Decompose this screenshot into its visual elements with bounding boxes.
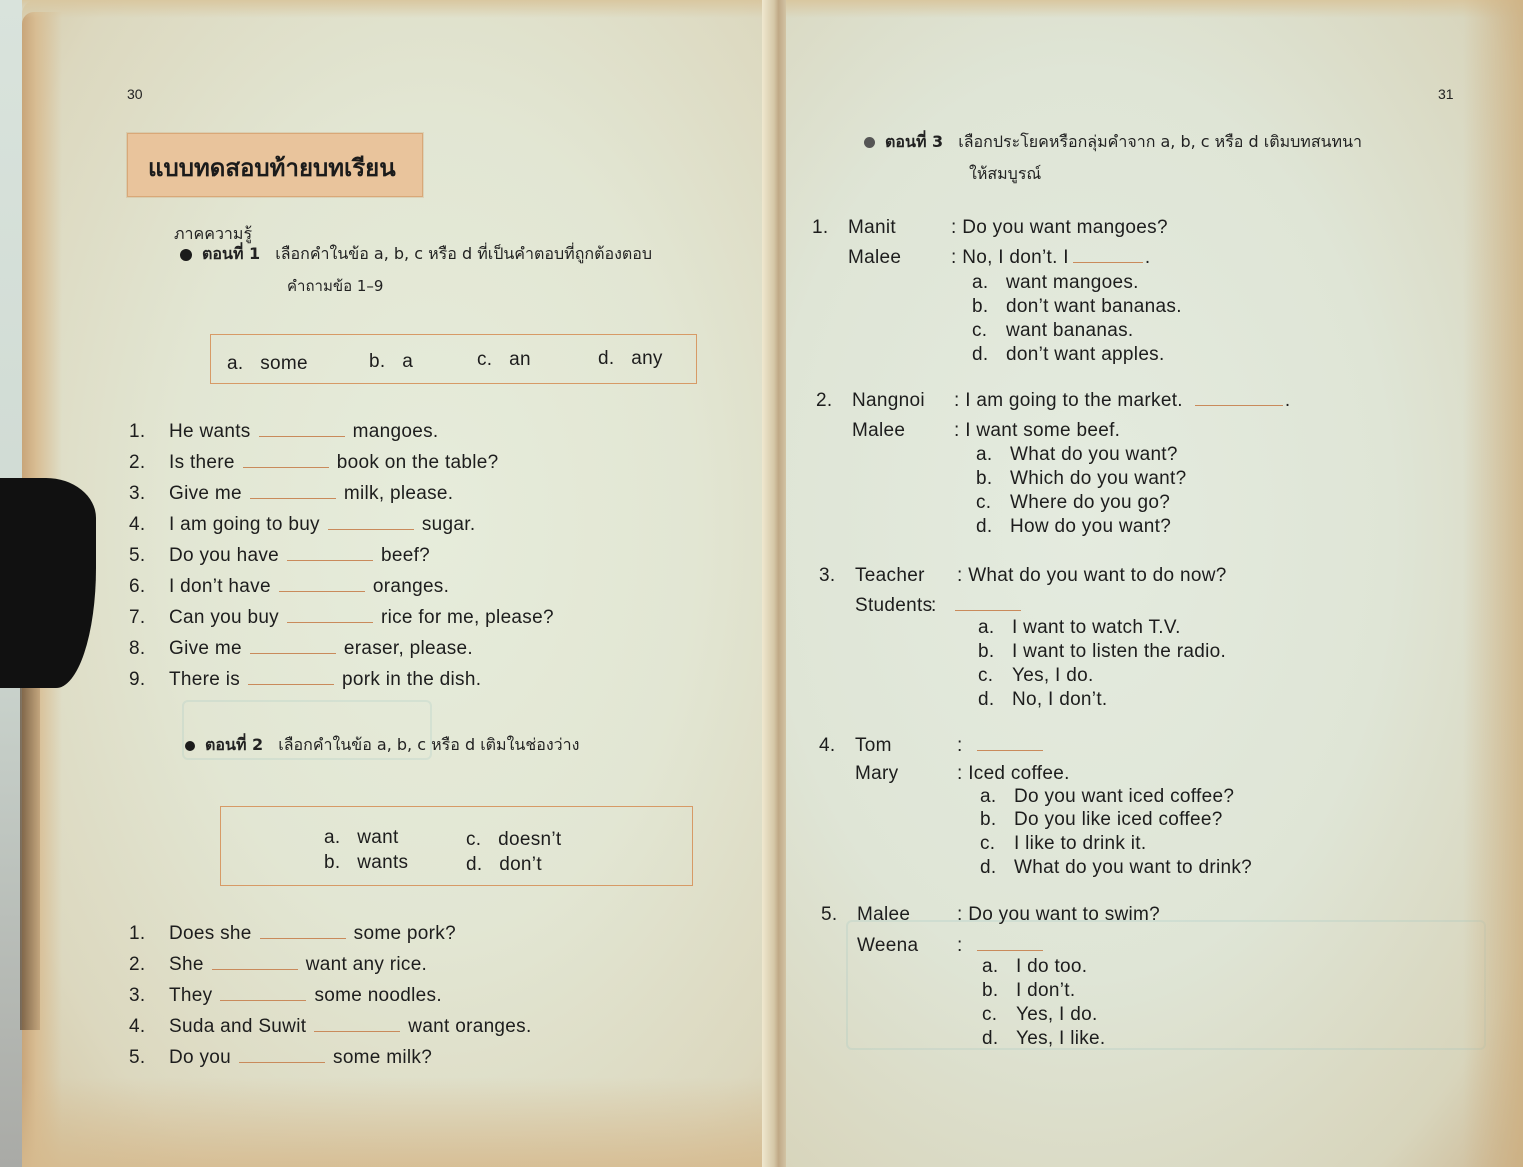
part1-instruction: เลือกคำในข้อ a, b, c หรือ d ที่เป็นคำตอบที่ถูกต้องตอบ	[275, 244, 653, 263]
option-d: d. don’t	[466, 854, 542, 875]
part1-question-7: 7. Can you buy rice for me, please?	[129, 607, 554, 628]
dialogue-line: Students:	[855, 595, 1021, 617]
answer-blank[interactable]	[250, 498, 336, 499]
right-page	[786, 0, 1523, 1167]
option-a: a. want	[324, 827, 399, 848]
choice-a[interactable]: a. Do you want iced coffee?	[980, 786, 1235, 807]
answer-blank[interactable]	[250, 653, 336, 654]
part3-header	[864, 130, 1362, 155]
part1-question-8: 8. Give me eraser, please.	[129, 638, 473, 659]
page-top-edge	[22, 0, 770, 18]
choice-b[interactable]: b. Do you like iced coffee?	[980, 809, 1223, 830]
answer-blank[interactable]	[220, 1000, 306, 1001]
part2-question-5: 5. Do you some milk?	[129, 1047, 433, 1068]
answer-blank[interactable]	[259, 436, 345, 437]
option-d: d. any	[598, 348, 663, 369]
choice-b[interactable]: b. Which do you want?	[976, 468, 1187, 489]
dialogue-line: Malee : No, I don’t. I .	[848, 247, 1151, 268]
choice-c[interactable]: c. I like to drink it.	[980, 833, 1147, 854]
answer-blank[interactable]	[212, 969, 298, 970]
answer-blank[interactable]	[977, 750, 1043, 751]
choice-b[interactable]: b. I don’t.	[982, 980, 1076, 1001]
choice-d[interactable]: d. Yes, I like.	[982, 1028, 1106, 1049]
dialogue-line: Malee : I want some beef.	[852, 420, 1121, 441]
left-page	[22, 0, 770, 1167]
part2-label: ตอนที่ 2	[205, 735, 264, 754]
dialogue-line: Weena :	[857, 935, 1043, 957]
open-book	[22, 0, 1523, 1167]
answer-blank[interactable]	[239, 1062, 325, 1063]
choice-d[interactable]: d. What do you want to drink?	[980, 857, 1253, 878]
part3-instruction-line2: ให้สมบูรณ์	[969, 164, 1042, 183]
part1-options-box	[210, 334, 697, 384]
choice-d[interactable]: d. No, I don’t.	[978, 689, 1108, 710]
part1-instruction-line2: คำถามข้อ 1–9	[287, 277, 384, 295]
part1-label: ตอนที่ 1	[202, 244, 261, 263]
answer-blank[interactable]	[328, 529, 414, 530]
choice-a[interactable]: a. I do too.	[982, 956, 1088, 977]
dialogue-line: 3. Teacher : What do you want to do now?	[819, 565, 1227, 586]
choice-c[interactable]: c. Where do you go?	[976, 492, 1171, 513]
option-c: c. an	[477, 349, 531, 370]
answer-blank[interactable]	[314, 1031, 400, 1032]
bullet-icon	[185, 741, 195, 751]
choice-a[interactable]: a. want mangoes.	[972, 272, 1139, 293]
dialogue-line: 1. Manit : Do you want mangoes?	[812, 217, 1168, 238]
choice-c[interactable]: c. Yes, I do.	[978, 665, 1094, 686]
part3-label: ตอนที่ 3	[885, 132, 944, 151]
answer-blank[interactable]	[260, 938, 346, 939]
choice-d[interactable]: d. How do you want?	[976, 516, 1172, 537]
part3-instruction: เลือกประโยคหรือกลุ่มคำจาก a, b, c หรือ d เติมบทสนทนา	[958, 132, 1363, 151]
choice-a[interactable]: a. What do you want?	[976, 444, 1178, 465]
answer-blank[interactable]	[1195, 405, 1283, 406]
section-label: ภาคความรู้	[174, 224, 253, 243]
test-title-box	[127, 133, 423, 197]
dialogue-line: 2. Nangnoi : I am going to the market. .	[816, 390, 1291, 411]
answer-blank[interactable]	[279, 591, 365, 592]
answer-blank[interactable]	[287, 560, 373, 561]
part1-question-2: 2. Is there book on the table?	[129, 452, 499, 473]
choice-b[interactable]: b. don’t want bananas.	[972, 296, 1182, 317]
page-number: 31	[1438, 86, 1454, 102]
part2-header	[185, 733, 579, 758]
bullet-icon	[864, 137, 875, 148]
part2-question-2: 2. She want any rice.	[129, 954, 428, 975]
part1-question-5: 5. Do you have beef?	[129, 545, 431, 566]
option-a: a. some	[227, 353, 308, 374]
answer-blank[interactable]	[248, 684, 334, 685]
part1-question-4: 4. I am going to buy sugar.	[129, 514, 476, 535]
bullet-icon	[180, 249, 192, 261]
answer-blank[interactable]	[1073, 262, 1143, 263]
part1-header	[180, 242, 652, 267]
page-number: 30	[127, 86, 143, 102]
part1-question-6: 6. I don’t have oranges.	[129, 576, 450, 597]
answer-blank[interactable]	[287, 622, 373, 623]
test-title: แบบทดสอบท้ายบทเรียน	[148, 154, 396, 182]
choice-b[interactable]: b. I want to listen the radio.	[978, 641, 1227, 662]
part2-instruction: เลือกคำในข้อ a, b, c หรือ d เติมในช่องว่าง	[278, 735, 580, 754]
dialogue-line: 5. Malee : Do you want to swim?	[821, 904, 1161, 925]
answer-blank[interactable]	[955, 610, 1021, 611]
dialogue-line: Mary : Iced coffee.	[855, 763, 1070, 784]
page-top-edge	[786, 0, 1523, 18]
answer-blank[interactable]	[977, 950, 1043, 951]
part2-options-box	[220, 806, 693, 886]
answer-blank[interactable]	[243, 467, 329, 468]
part1-question-9: 9. There is pork in the dish.	[129, 669, 482, 690]
choice-c[interactable]: c. Yes, I do.	[982, 1004, 1098, 1025]
choice-a[interactable]: a. I want to watch T.V.	[978, 617, 1181, 638]
choice-d[interactable]: d. don’t want apples.	[972, 344, 1165, 365]
option-b: b. wants	[324, 852, 409, 873]
choice-c[interactable]: c. want bananas.	[972, 320, 1134, 341]
part2-question-3: 3. They some noodles.	[129, 985, 442, 1006]
option-b: b. a	[369, 351, 414, 372]
part2-question-4: 4. Suda and Suwit want oranges.	[129, 1016, 532, 1037]
option-c: c. doesn’t	[466, 829, 562, 850]
part1-question-1: 1. He wants mangoes.	[129, 421, 439, 442]
thumb-holding-page	[0, 478, 96, 688]
part2-question-1: 1. Does she some pork?	[129, 923, 456, 944]
dialogue-line: 4. Tom :	[819, 735, 1043, 757]
part1-question-3: 3. Give me milk, please.	[129, 483, 454, 504]
